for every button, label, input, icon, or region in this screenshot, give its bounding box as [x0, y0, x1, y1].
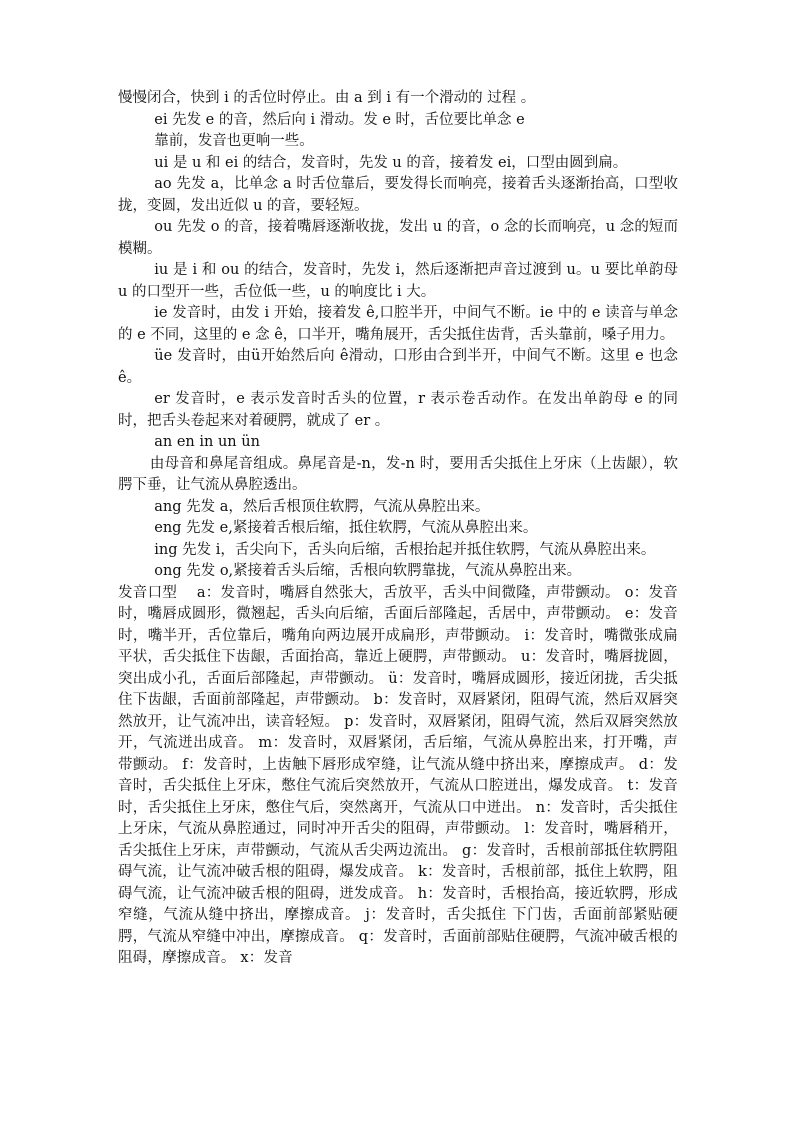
paragraph-ue: üe 发音时，由ü开始然后向 ê滑动，口形由合到半开，中间气不断。这里 e 也念 ê。 — [118, 348, 678, 386]
paragraph-ou: ou 先发 o 的音，接着嘴唇逐渐收拢，发出 u 的音，o 念的长而响亮，u 念的短而模糊。 — [118, 219, 678, 257]
paragraph-ui: ui 是 u 和 ei 的结合，发音时，先发 u 的音，接着发 ei，口型由圆到扁。 — [154, 154, 628, 171]
paragraph-iu: iu 是 i 和 ou 的结合，发音时，先发 i，然后逐渐把声音过渡到 u。u 要比单韵母 u 的口型开一些，舌位低一些，u 的响度比 i 大。 — [118, 262, 678, 300]
paragraph-ao: ao 先发 a，比单念 a 时舌位靠后，要发得长而响亮，接着舌头逐渐抬高，口型收拢，变圆，发出近似 u 的音，要轻短。 — [118, 176, 678, 214]
paragraph-eng: eng 先发 e,紧接着舌根后缩，抵住软腭，气流从鼻腔出来。 — [154, 520, 538, 536]
paragraph-nasal-finals: 由母音和鼻尾音组成。鼻尾音是-n，发-n 时，要用舌尖抵住上牙床（上齿龈），软腭下垂，让气流从鼻腔透出。 — [118, 455, 678, 493]
paragraph-ong: ong 先发 o,紧接着舌头后缩，舌根向软腭靠拢，气流从鼻腔出来。 — [154, 563, 582, 579]
paragraph-er: er 发音时，e 表示发音时舌头的位置，r 表示卷舌动作。在发出单韵母 e 的同时，把舌头卷起来对着硬腭，就成了 er 。 — [118, 391, 678, 429]
paragraph-ei: ei 先发 e 的音，然后向 i 滑动。发 e 时，舌位要比单念 e — [154, 111, 525, 128]
nasal-finals-heading: an en in un ün — [154, 434, 260, 450]
paragraph-continuation: 慢慢闭合，快到 i 的舌位时停止。由 a 到 i 有一个滑动的 过程 。 — [118, 90, 536, 106]
paragraph-ei-continued: 靠前，发音也更响一些。 — [154, 133, 314, 149]
paragraph-ing: ing 先发 i，舌尖向下，舌头向后缩，舌根抬起并抵住软腭，气流从鼻腔出来。 — [154, 541, 656, 558]
paragraph-ang: ang 先发 a，然后舌根顶住软腭，气流从鼻腔出来。 — [154, 498, 490, 515]
paragraph-mouth-shapes: 发音口型 a：发音时，嘴唇自然张大，舌放平，舌头中间微隆，声带颤动。 o：发音时，嘴唇成圆形，微翘起，舌头向后缩，舌面后部隆起，舌居中，声带颤动。 e：发音时，嘴半开，舌位靠后，嘴角向两边展开成扁形，声带颤动。 i：发音时，嘴微张成扁平状，舌尖抵住下齿龈，舌面抬高，靠近上硬腭，声带颤动。 u：发音时，嘴唇拢圆，突出成小孔，舌面后部隆起，声带颤动。 ü：发音时，嘴唇成圆形，接近闭拢，舌尖抵住下齿龈，舌面前部隆起，声带颤动。 b：发音时，双唇紧闭，阻碍气流，然后双唇突然放开，让气流冲出，读音轻短。 p：发音时，双唇紧闭，阻碍气流，然后双唇突然放开，气流迸出成音。 m：发音时，双唇紧闭，舌后缩，气流从鼻腔出来，打开嘴，声带颤动。 f：发音时，上齿触下唇形成窄缝，让气流从缝中挤出来，摩擦成声。 d：发音时，舌尖抵住上牙床，憋住气流后突然放开，气流从口腔迸出，爆发成音。 t：发音时，舌尖抵住上牙床，憋住气后，突然离开，气流从口中迸出。 n：发音时，舌尖抵住上牙床，气流从鼻腔通过，同时冲开舌尖的阻碍，声带颤动。 l：发音时，嘴唇稍开，舌尖抵住上牙床，声带颤动，气流从舌尖两边流出。 g：发音时，舌根前部抵住软腭阻碍气流，让气流冲破舌根的阻碍，爆发成音。 k：发音时，舌根前部，抵住上软腭，阻碍气流，让气流冲破舌根的阻碍，迸发成音。 h：发音时，舌根抬高，接近软腭，形成窄缝，气流从缝中挤出，摩擦成音。 j：发音时，舌尖抵住 下门齿，舌面前部紧贴硬腭，气流从窄缝中冲出，摩擦成音。 q：发音时，舌面前部贴住硬腭，气流冲破舌根的阻碍，摩擦成音。 x：发音 — [118, 584, 678, 966]
paragraph-ie: ie 发音时，由发 i 开始，接着发 ê,口腔半开，中间气不断。ie 中的 e 读音与单念的 e 不同，这里的 e 念 ê，口半开，嘴角展开，舌尖抵住齿背，舌头靠前，嗓子用力。 — [118, 305, 678, 343]
document-page — [118, 88, 678, 970]
